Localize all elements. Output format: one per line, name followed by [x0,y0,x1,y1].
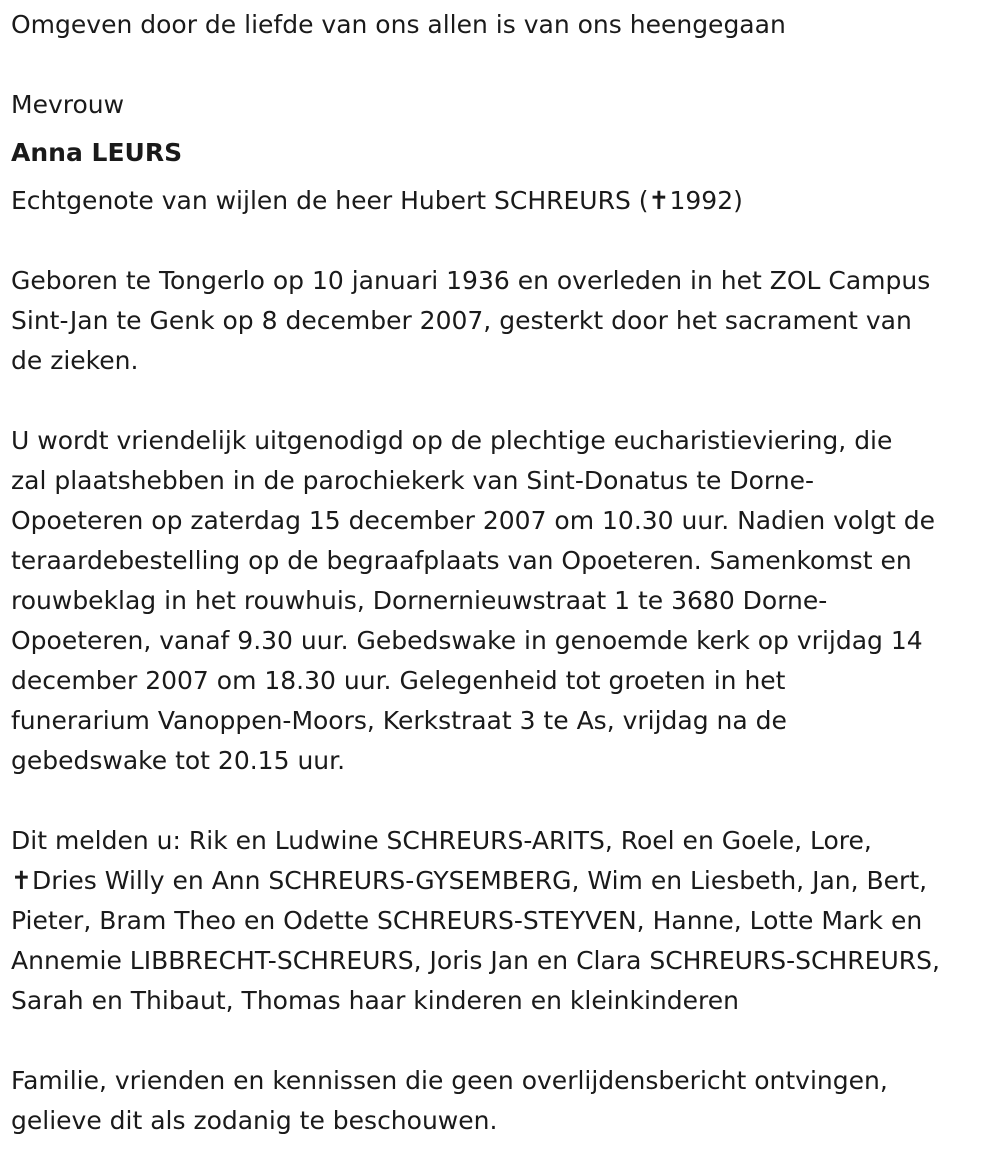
closing-line: Familie, vrienden en kennissen die geen overlijdensbericht ontvingen, [11,1066,888,1095]
family-line: ✝Dries Willy en Ann SCHREURS-GYSEMBERG, Wim en Liesbeth, Jan, Bert, [11,866,928,895]
closing-line: gelieve dit als zodanig te beschouwen. [11,1106,498,1135]
ceremony-line: teraardebestelling op de begraafplaats van Opoeteren. Samenkomst en [11,546,912,575]
birth-line: Geboren te Tongerlo op 10 januari 1936 en overleden in het ZOL Campus [11,266,931,295]
spouse-line: Echtgenote van wijlen de heer Hubert SCHREURS (✝1992) [11,186,743,215]
birth-death-paragraph [11,261,991,381]
ceremony-line: funerarium Vanoppen-Moors, Kerkstraat 3 te As, vrijdag na de [11,706,787,735]
salutation [11,85,991,125]
ceremony-line: december 2007 om 18.30 uur. Gelegenheid tot groeten in het [11,666,786,695]
family-line: Annemie LIBBRECHT-SCHREURS, Joris Jan en Clara SCHREURS-SCHREURS, [11,946,940,975]
intro-paragraph [11,5,991,45]
spouse-paragraph [11,181,991,221]
family-line: Sarah en Thibaut, Thomas haar kinderen en kleinkinderen [11,986,739,1015]
ceremony-line: U wordt vriendelijk uitgenodigd op de plechtige eucharistieviering, die [11,426,893,455]
deceased-name-text: Anna LEURS [11,138,183,167]
family-line: Pieter, Bram Theo en Odette SCHREURS-STEYVEN, Hanne, Lotte Mark en [11,906,923,935]
family-paragraph [11,821,991,1021]
closing-paragraph [11,1061,991,1141]
salutation-text: Mevrouw [11,90,125,119]
birth-line: de zieken. [11,346,139,375]
birth-line: Sint-Jan te Genk op 8 december 2007, gesterkt door het sacrament van [11,306,912,335]
intro-line: Omgeven door de liefde van ons allen is van ons heengegaan [11,10,786,39]
ceremony-line: gebedswake tot 20.15 uur. [11,746,346,775]
ceremony-line: Opoeteren op zaterdag 15 december 2007 om 10.30 uur. Nadien volgt de [11,506,936,535]
ceremony-line: rouwbeklag in het rouwhuis, Dornernieuwstraat 1 te 3680 Dorne- [11,586,828,615]
ceremony-line: Opoeteren, vanaf 9.30 uur. Gebedswake in genoemde kerk op vrijdag 14 [11,626,923,655]
family-line: Dit melden u: Rik en Ludwine SCHREURS-ARITS, Roel en Goele, Lore, [11,826,872,855]
deceased-name [11,133,991,173]
obituary-notice [11,5,991,1141]
ceremony-paragraph [11,421,991,781]
ceremony-line: zal plaatshebben in de parochiekerk van Sint-Donatus te Dorne- [11,466,814,495]
